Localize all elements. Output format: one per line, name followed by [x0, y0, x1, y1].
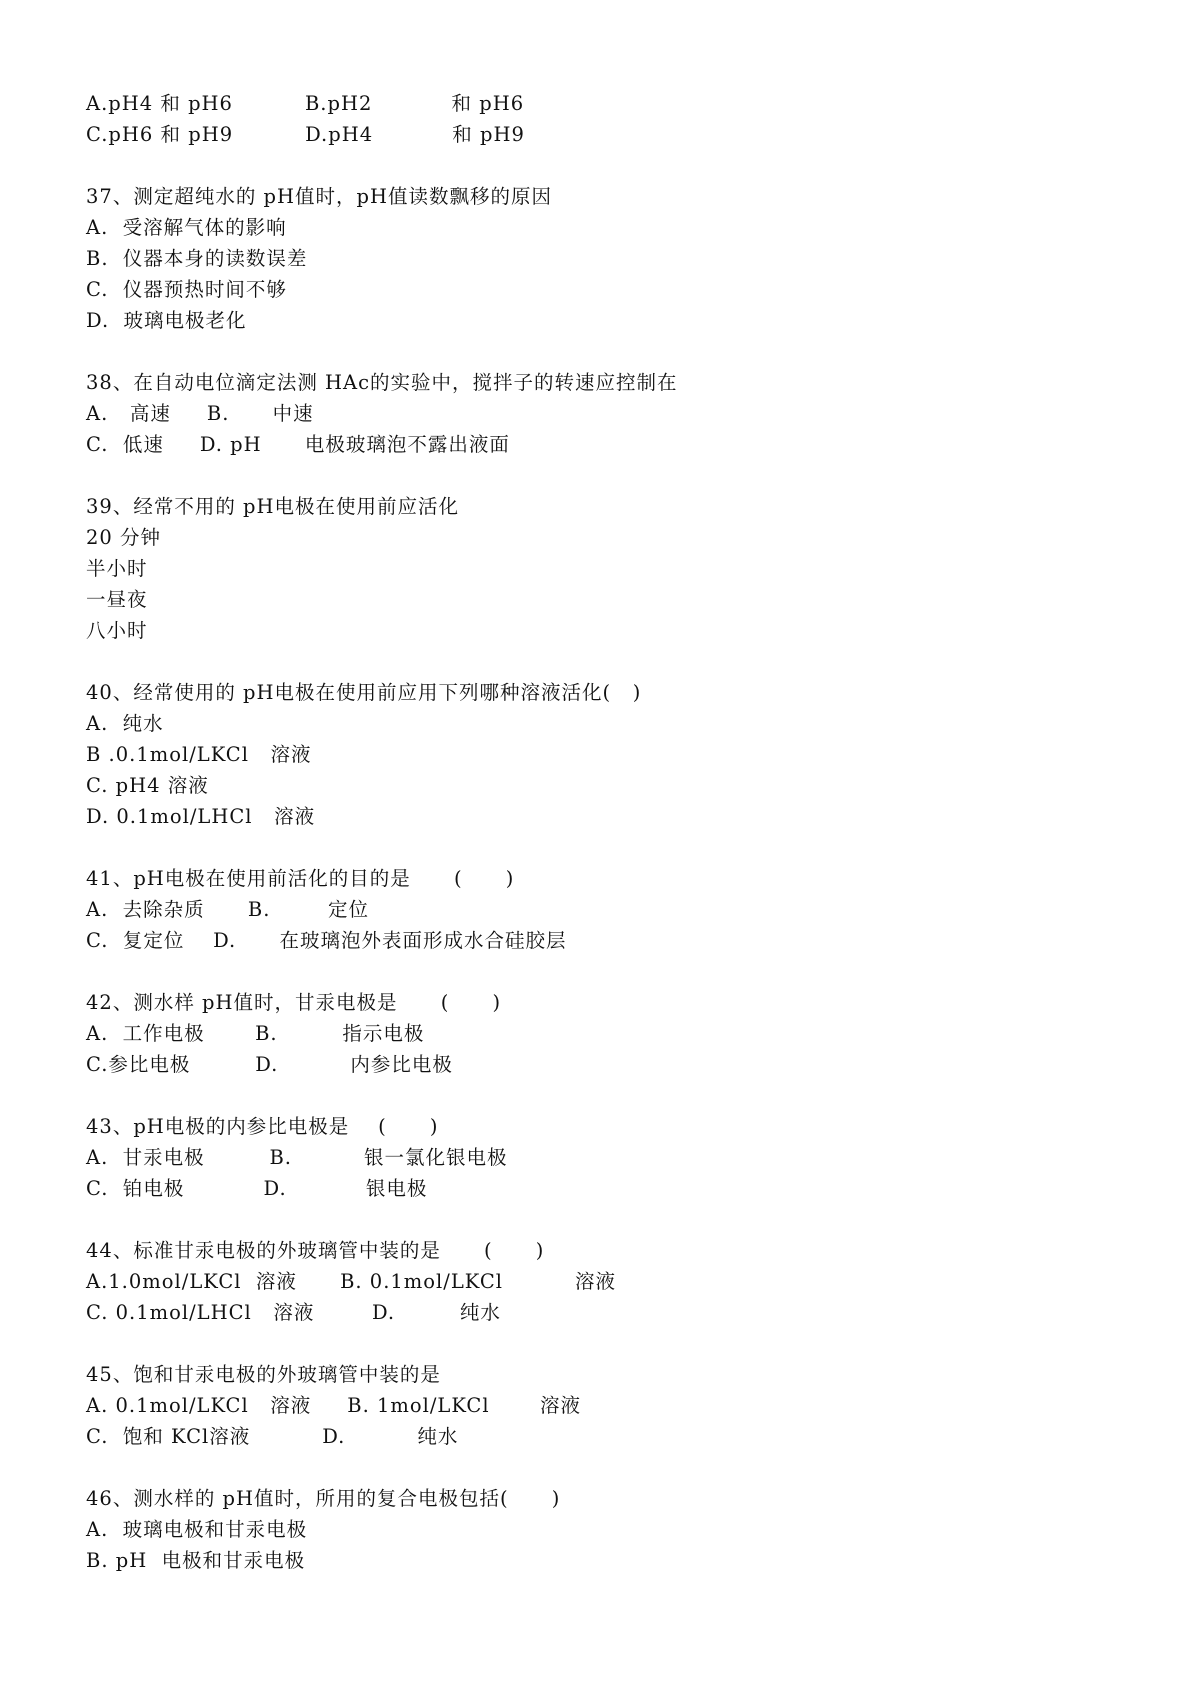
text-line: 45、饱和甘汞电极的外玻璃管中装的是 — [86, 1363, 441, 1386]
blank-line — [86, 460, 1106, 491]
text-line: A.pH4 和 pH6 B.pH2 和 pH6 — [86, 92, 525, 115]
text-line: B. 仪器本身的读数误差 — [86, 247, 308, 270]
text-line: C.参比电极 D. 内参比电极 — [86, 1053, 453, 1076]
blank-line — [86, 1328, 1106, 1359]
text-line: 37、测定超纯水的 pH值时，pH值读数飘移的原因 — [86, 185, 552, 208]
text-line: 39、经常不用的 pH电极在使用前应活化 — [86, 495, 459, 518]
text-line: 八小时 — [86, 619, 148, 642]
text-line: B. pH 电极和甘汞电极 — [86, 1549, 306, 1572]
text-line: C. 饱和 KCl溶液 D. 纯水 — [86, 1425, 459, 1448]
text-line: A. 0.1mol/LKCl 溶液 B. 1mol/LKCl 溶液 — [86, 1394, 581, 1417]
text-line: 半小时 — [86, 557, 148, 580]
text-line: 42、测水样 pH值时，甘汞电极是 ( ) — [86, 991, 502, 1014]
text-line: 46、测水样的 pH值时，所用的复合电极包括( ) — [86, 1487, 561, 1510]
text-line: 38、在自动电位滴定法测 HAc的实验中，搅拌子的转速应控制在 — [86, 371, 678, 394]
text-line: D. 玻璃电极老化 — [86, 309, 247, 332]
text-line: C. 铂电极 D. 银电极 — [86, 1177, 428, 1200]
blank-line — [86, 1204, 1106, 1235]
document-page — [86, 88, 1106, 1576]
text-line: C. 0.1mol/LHCl 溶液 D. 纯水 — [86, 1301, 501, 1324]
text-line: C. pH4 溶液 — [86, 774, 209, 797]
text-line: A. 纯水 — [86, 712, 164, 735]
text-line: A. 甘汞电极 B. 银一氯化银电极 — [86, 1146, 508, 1169]
blank-line — [86, 1080, 1106, 1111]
text-line: A. 玻璃电极和甘汞电极 — [86, 1518, 308, 1541]
text-line: 20 分钟 — [86, 526, 162, 549]
blank-line — [86, 336, 1106, 367]
text-line: 43、pH电极的内参比电极是 ( ) — [86, 1115, 439, 1138]
text-line: A.1.0mol/LKCl 溶液 B. 0.1mol/LKCl 溶液 — [86, 1270, 616, 1293]
text-line: C. 复定位 D. 在玻璃泡外表面形成水合硅胶层 — [86, 929, 567, 952]
text-line: 一昼夜 — [86, 588, 148, 611]
text-line: A. 去除杂质 B. 定位 — [86, 898, 369, 921]
text-line: A. 工作电极 B. 指示电极 — [86, 1022, 425, 1045]
blank-line — [86, 956, 1106, 987]
text-line: C. 仪器预热时间不够 — [86, 278, 287, 301]
text-line: C. 低速 D. pH 电极玻璃泡不露出液面 — [86, 433, 510, 456]
blank-line — [86, 832, 1106, 863]
text-line: A. 受溶解气体的影响 — [86, 216, 287, 239]
text-line: A. 高速 B. 中速 — [86, 402, 314, 425]
blank-line — [86, 1452, 1106, 1483]
text-line: C.pH6 和 pH9 D.pH4 和 pH9 — [86, 123, 525, 146]
blank-line — [86, 646, 1106, 677]
text-line: 44、标准甘汞电极的外玻璃管中装的是 ( ) — [86, 1239, 545, 1262]
text-line: B .0.1mol/LKCl 溶液 — [86, 743, 312, 766]
text-line: 41、pH电极在使用前活化的目的是 ( ) — [86, 867, 515, 890]
text-line: 40、经常使用的 pH电极在使用前应用下列哪种溶液活化( ) — [86, 681, 642, 704]
text-line: D. 0.1mol/LHCl 溶液 — [86, 805, 316, 828]
blank-line — [86, 150, 1106, 181]
